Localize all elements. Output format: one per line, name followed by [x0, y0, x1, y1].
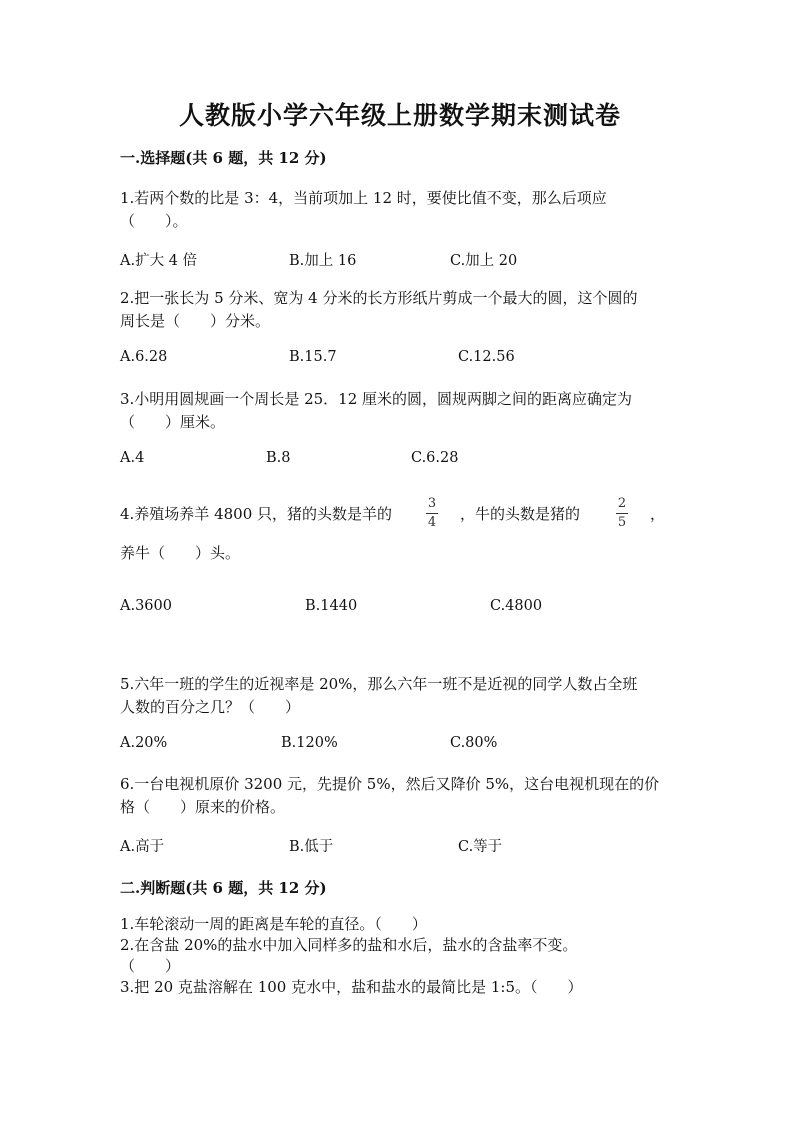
fraction-three-quarters: [426, 497, 438, 530]
question-2-option-b: B.15.7: [289, 349, 337, 365]
fraction-denominator: 4: [427, 515, 437, 530]
judge-item-2: 2.在含盐 20%的盐水中加入同样多的盐和水后，盐水的含盐率不变。: [120, 936, 578, 954]
question-5-option-a: A.20%: [120, 735, 168, 751]
question-3-line-2: （ ）厘米。: [120, 413, 226, 431]
question-4-text-part-3: ，: [650, 505, 666, 523]
fraction-numerator: 2: [617, 496, 627, 511]
fraction-bar: [426, 513, 438, 514]
question-3-option-c: C.6.28: [411, 450, 459, 466]
question-4-text-part-1: 4.养殖场养羊 4800 只，猪的头数是羊的: [120, 505, 393, 523]
question-2-option-a: A.6.28: [120, 349, 168, 365]
section-choice-heading: 一.选择题(共 6 题，共 12 分): [120, 149, 327, 167]
question-2-option-c: C.12.56: [458, 349, 515, 365]
question-4-option-c: C.4800: [490, 598, 543, 614]
question-6-option-a: A.高于: [120, 839, 165, 855]
question-4-text-part-2: ，牛的头数是猪的: [460, 505, 581, 523]
question-2-line-1: 2.把一张长为 5 分米、宽为 4 分米的长方形纸片剪成一个最大的圆，这个圆的: [120, 289, 638, 307]
question-4-line-2: 养牛（ ）头。: [120, 544, 241, 562]
question-2-line-2: 周长是（ ）分米。: [120, 312, 271, 330]
fraction-two-fifths: [616, 497, 628, 530]
question-3-option-b: B.8: [266, 450, 291, 466]
question-3-option-a: A.4: [120, 450, 145, 466]
page-title: 人教版小学六年级上册数学期末测试卷: [178, 101, 621, 130]
question-5-option-c: C.80%: [450, 735, 498, 751]
question-6-option-c: C.等于: [458, 839, 503, 855]
question-4-option-a: A.3600: [120, 598, 172, 614]
fraction-bar: [616, 513, 628, 514]
question-1-option-b: B.加上 16: [289, 253, 357, 269]
question-6-option-b: B.低于: [289, 839, 334, 855]
question-1-option-c: C.加上 20: [450, 253, 518, 269]
judge-item-3: 3.把 20 克盐溶解在 100 克水中，盐和盐水的最简比是 1:5。（ ）: [120, 978, 583, 996]
question-1-line-1: 1.若两个数的比是 3：4，当前项加上 12 时，要使比值不变，那么后项应: [120, 189, 607, 207]
question-4-option-b: B.1440: [305, 598, 358, 614]
question-6-line-1: 6.一台电视机原价 3200 元，先提价 5%，然后又降价 5%，这台电视机现在的价: [120, 775, 660, 793]
judge-item-2-answer-blank: （ ）: [120, 957, 181, 975]
question-5-line-1: 5.六年一班的学生的近视率是 20%，那么六年一班不是近视的同学人数占全班: [120, 675, 638, 693]
question-5-line-2: 人数的百分之几？（ ）: [120, 698, 301, 716]
question-1-line-2: （ ）。: [120, 212, 188, 230]
question-6-line-2: 格（ ）原来的价格。: [120, 798, 286, 816]
question-1-option-a: A.扩大 4 倍: [120, 253, 198, 269]
question-3-line-1: 3.小明用圆规画一个周长是 25．12 厘米的圆，圆规两脚之间的距离应确定为: [120, 390, 633, 408]
section-judge-heading: 二.判断题(共 6 题，共 12 分): [120, 879, 327, 897]
fraction-numerator: 3: [427, 496, 437, 511]
fraction-denominator: 5: [617, 515, 627, 530]
judge-item-1: 1.车轮滚动一周的距离是车轮的直径。（ ）: [120, 915, 427, 933]
question-5-option-b: B.120%: [281, 735, 338, 751]
